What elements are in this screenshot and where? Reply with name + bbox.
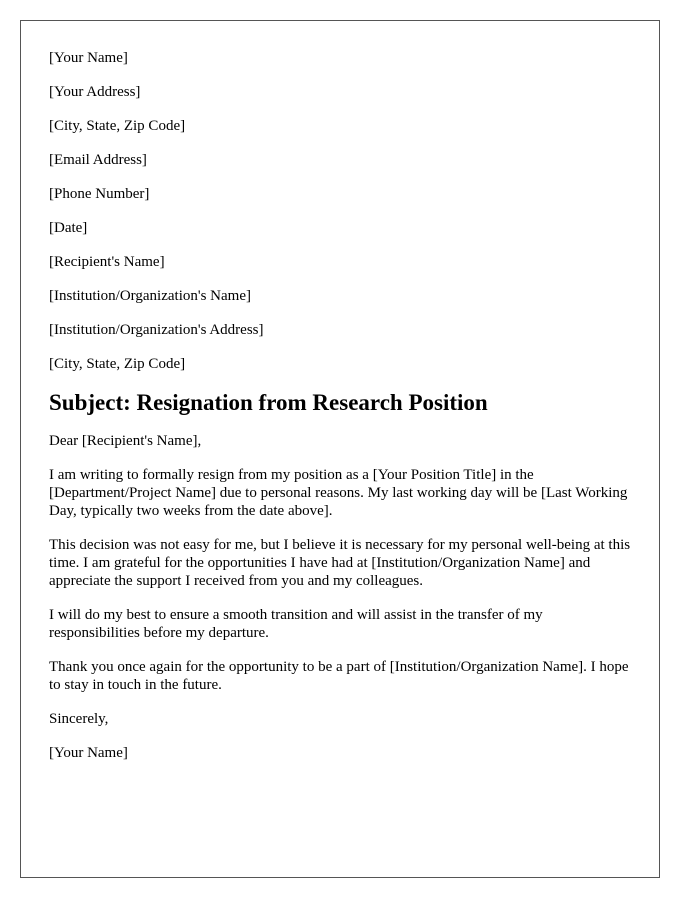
letter-page [20, 20, 660, 878]
recipient-organization: [Institution/Organization's Name] [49, 288, 251, 304]
body-paragraph: I will do my best to ensure a smooth transition and will assist in the transfer of my responsibilities before my departure. [49, 607, 543, 641]
closing: Sincerely, [49, 711, 109, 727]
salutation: Dear [Recipient's Name], [49, 433, 202, 449]
body-paragraph: I am writing to formally resign from my position as a [Your Position Title] in the [Department/Project Name] due to personal reasons. My last working day will be [Last Working Day, typically two weeks from the date above]. [49, 467, 628, 519]
recipient-name: [Recipient's Name] [49, 254, 165, 270]
signature: [Your Name] [49, 745, 128, 761]
body-paragraph: Thank you once again for the opportunity to be a part of [Institution/Organization Name]. I hope to stay in touch in the future. [49, 659, 629, 693]
sender-email: [Email Address] [49, 152, 147, 168]
sender-name: [Your Name] [49, 50, 128, 66]
subject-heading: Subject: Resignation from Research Position [49, 390, 488, 415]
letter-date: [Date] [49, 220, 88, 236]
recipient-address: [Institution/Organization's Address] [49, 322, 264, 338]
recipient-city-state-zip: [City, State, Zip Code] [49, 356, 186, 372]
sender-phone: [Phone Number] [49, 186, 150, 202]
sender-address: [Your Address] [49, 84, 141, 100]
sender-city-state-zip: [City, State, Zip Code] [49, 118, 186, 134]
body-paragraph: This decision was not easy for me, but I believe it is necessary for my personal well-being at this time. I am grateful for the opportunities I have had at [Institution/Organization Name] and appreciate the support I received from you and my colleagues. [49, 537, 631, 589]
